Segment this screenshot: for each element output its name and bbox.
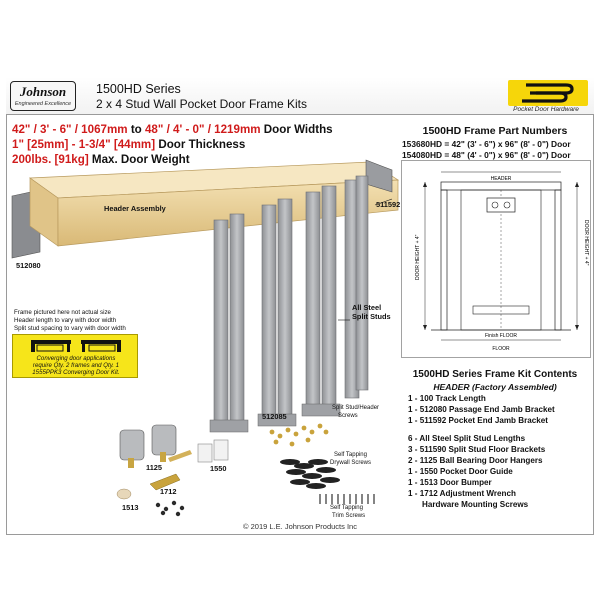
part-512080-label: 512080 (16, 261, 41, 270)
kit-item: 3 - 511590 Split Stud Floor Brackets (408, 445, 546, 454)
converging-note: Converging door applications (36, 355, 116, 362)
series-title: 1500HD Series (96, 82, 181, 96)
kit-contents-subtitle: HEADER (Factory Assembled) (433, 382, 557, 392)
brand-caption: Pocket Door Hardware (513, 106, 579, 113)
frame-note: Split stud spacing to vary with door width (14, 325, 126, 332)
screws-label: Screws (338, 413, 358, 419)
kit-contents-title: 1500HD Series Frame Kit Contents (412, 369, 578, 380)
kit-item: 6 - All Steel Split Stud Lengths (408, 434, 526, 443)
spec-door-thickness: 1" [25mm] - 1-3/4" [44mm] Door Thickness (12, 138, 246, 151)
logo-text: Johnson (19, 84, 67, 99)
spec-door-weight: 200lbs. [91kg] Max. Door Weight (12, 153, 190, 166)
part-1125-label: 1125 (146, 463, 163, 472)
part-number-line: 153680HD = 42" (3' - 6") x 96" (8' - 0") Door (402, 139, 571, 149)
converging-door-box (12, 334, 138, 378)
part-512085-label: 512085 (262, 412, 287, 421)
kit-item: 2 - 1125 Ball Bearing Door Hangers (408, 456, 543, 465)
part-1513-label: 1513 (122, 503, 139, 512)
finished-floor-label: Finish FLOOR (485, 333, 517, 339)
kit-item: 1 - 100 Track Length (408, 394, 486, 403)
self-tapping-label: Self Tapping (330, 505, 363, 511)
converging-note: require Qty. 2 frames and Qty. 1 (32, 362, 120, 369)
kit-item: 1 - 511592 Pocket End Jamb Bracket (408, 416, 548, 425)
door-hangers (120, 425, 192, 468)
part-511592-label: 511592 (376, 200, 401, 209)
self-tapping-label: Self Tapping (334, 452, 367, 458)
all-steel-label: All Steel (352, 303, 382, 312)
mounting-screws (156, 501, 184, 516)
part-numbers-title: 1500HD Frame Part Numbers (422, 125, 568, 137)
header-assembly-label: Header Assembly (104, 204, 166, 213)
drywall-screws-label: Drywall Screws (330, 460, 372, 466)
converging-note: 1555PPK3 Converging Door Kit. (32, 369, 120, 376)
part-number-line: 154080HD = 48" (4' - 0") x 96" (8' - 0") Door (402, 150, 571, 160)
series-subtitle: 2 x 4 Stud Wall Pocket Door Frame Kits (96, 97, 307, 111)
split-studs-label: Split Studs (352, 312, 391, 321)
trim-screws-label: Trim Screws (332, 513, 366, 519)
floor-label: FLOOR (492, 346, 510, 352)
frame-note: Frame pictured here not actual size (14, 309, 111, 316)
split-stud-header-screws-label: Split Stud/Header (332, 405, 380, 411)
kit-item: Hardware Mounting Screws (422, 500, 529, 509)
kit-item: 1 - 1550 Pocket Door Guide (408, 467, 513, 476)
copyright: © 2019 L.E. Johnson Products Inc (243, 522, 357, 531)
kit-item: 1 - 1513 Door Bumper (408, 478, 492, 487)
door-height-left-label: DOOR HEIGHT + 4" (415, 234, 421, 280)
part-1550-label: 1550 (210, 464, 227, 473)
technical-drawing (401, 160, 591, 358)
kit-item: 1 - 512080 Passage End Jamb Bracket (408, 405, 555, 414)
kit-item: 1 - 1712 Adjustment Wrench (408, 489, 516, 498)
door-guide (198, 444, 212, 462)
door-bumper (117, 489, 131, 499)
spec-door-widths: 42" / 3' - 6" / 1067mm to 48" / 4' - 0" / 1219mm Door Widths (12, 123, 333, 136)
logo-tagline: Engineered Excellence (14, 101, 72, 107)
head-label: HEADER (490, 176, 512, 182)
converging-diagram-icon (13, 337, 139, 355)
frame-note: Header length to vary with door width (14, 317, 117, 324)
part-1712-label: 1712 (160, 487, 177, 496)
door-height-right-label: DOOR HEIGHT + 4" (583, 220, 589, 266)
